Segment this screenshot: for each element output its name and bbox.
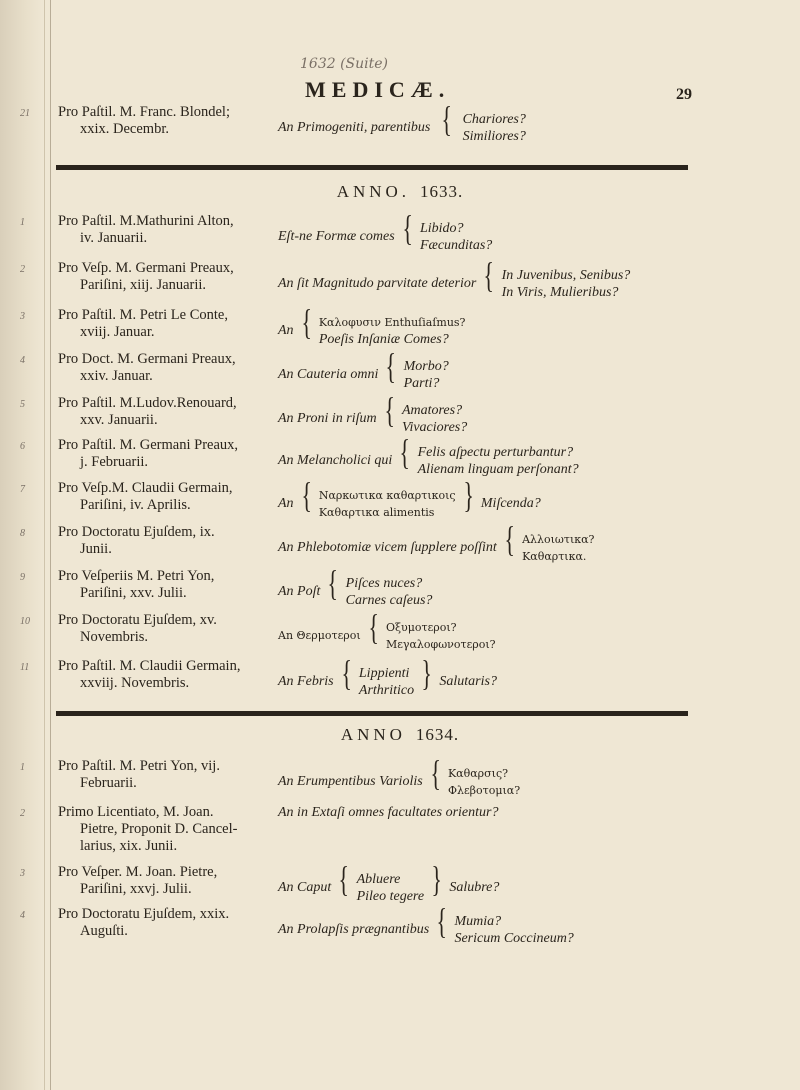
- entry-line: Pro Paſtil. M.Mathurini Alton,: [58, 213, 234, 229]
- brace-symbol: {: [338, 859, 350, 899]
- question-text: An Θερμοτεροι: [278, 629, 361, 642]
- entry-left: [58, 437, 263, 471]
- margin-rule: [50, 0, 51, 1090]
- option-list: [359, 665, 414, 699]
- option-2: Fæcunditas?: [419, 237, 493, 253]
- margin-number: 4: [20, 910, 25, 921]
- entry-left: [58, 104, 263, 138]
- option-1: Amatores?: [401, 402, 463, 418]
- option-1: Morbo?: [403, 358, 449, 374]
- entry-left: [58, 213, 263, 247]
- option-list: [319, 314, 466, 348]
- option-1: Lippienti: [358, 665, 410, 681]
- margin-number: 2: [20, 264, 25, 275]
- option-1: Felis aſpectu perturbantur?: [417, 444, 574, 460]
- entry-left: [58, 612, 263, 646]
- option-1: In Juvenibus, Senibus?: [501, 267, 631, 283]
- option-1: Ναρκωτικα καθαρτικοις: [318, 488, 456, 502]
- option-list: [402, 402, 467, 436]
- entry-line: Pro Paſtil. M. Franc. Blondel;: [58, 104, 230, 120]
- option-1: Mumia?: [454, 913, 502, 929]
- option-1: Chariores?: [462, 111, 526, 127]
- entry-question: [278, 607, 718, 653]
- question-text: An Primogeniti, parentibus: [278, 120, 431, 135]
- section-rule: [56, 711, 688, 716]
- brace-symbol: {: [327, 563, 339, 603]
- question-text: An in Extaſi omnes facultates orientur?: [278, 805, 499, 820]
- entry-line: Pro Veſp. M. Germani Preaux,: [58, 260, 234, 276]
- option-2: Poeſis Inſaniæ Comes?: [318, 331, 449, 347]
- question-text: An Prolapſis prægnantibus: [278, 922, 430, 937]
- option-1: Καθαρσις?: [447, 766, 508, 780]
- binding-shadow: [0, 0, 45, 1090]
- entry-question: [278, 519, 718, 565]
- entry-left: [58, 568, 263, 602]
- option-2: Arthritico: [358, 682, 415, 698]
- option-1: Αλλοιωτικα?: [522, 532, 595, 546]
- option-2: Φλεβοτομια?: [447, 783, 521, 797]
- entry-line: Pro Veſperiis M. Petri Yon,: [58, 568, 215, 584]
- entry-line: xxv. Januarii.: [80, 412, 158, 428]
- year-label: ANNO.: [336, 182, 411, 201]
- margin-number: 8: [20, 528, 25, 539]
- margin-number: 3: [20, 311, 25, 322]
- entry-line: Pro Veſper. M. Joan. Pietre,: [58, 864, 218, 880]
- brace-symbol: {: [384, 390, 395, 430]
- question-text: An Phlebotomiæ vicem ſupplere poſſint: [278, 540, 497, 555]
- page-title: MEDICÆ.: [305, 77, 451, 102]
- margin-number: 4: [20, 355, 25, 366]
- entry-left: [58, 658, 263, 692]
- option-list: [346, 575, 433, 609]
- margin-number: 1: [20, 217, 25, 228]
- option-list: [454, 913, 573, 947]
- entry-line: j. Februarii.: [80, 454, 149, 470]
- option-list: [448, 765, 520, 799]
- entry-question: [278, 255, 718, 301]
- entry-line: Primo Licentiato, M. Joan.: [58, 804, 214, 820]
- margin-number: 5: [20, 399, 25, 410]
- entry-line: Pro Doct. M. Germani Preaux,: [58, 351, 236, 367]
- entry-question: [278, 901, 718, 947]
- conclusion-text: Salutaris?: [439, 674, 497, 689]
- entry-line: Pro Veſp.M. Claudii Germain,: [58, 480, 233, 496]
- entry-line: Pietre, Proponit D. Cancel-: [80, 821, 238, 837]
- question-text: An Melancholici qui: [278, 453, 393, 468]
- year-number: 1633.: [420, 182, 464, 201]
- brace-symbol: {: [430, 753, 441, 793]
- entry-line: Pro Paſtil. M. Petri Yon, vij.: [58, 758, 220, 774]
- entry-left: [58, 307, 263, 341]
- year-heading: [0, 182, 800, 202]
- brace-symbol: {: [483, 255, 495, 295]
- question-text: An Erumpentibus Variolis: [278, 774, 423, 789]
- entry-line: Pariſini, iv. Aprilis.: [80, 497, 191, 513]
- option-list: [404, 358, 449, 392]
- option-2: Μεγαλοφωνοτεροι?: [385, 637, 496, 651]
- question-text: An Cauteria omni: [278, 367, 379, 382]
- brace-symbol: {: [301, 302, 312, 342]
- question-text: An: [278, 496, 294, 511]
- entry-left: [58, 758, 263, 792]
- option-1: Abluere: [356, 871, 401, 887]
- entry-left: [58, 480, 263, 514]
- option-list: [522, 531, 594, 565]
- entry-line: Pro Paſtil. M.Ludov.Renouard,: [58, 395, 237, 411]
- brace-symbol: {: [402, 208, 413, 248]
- question-text: An Proni in riſum: [278, 411, 377, 426]
- conclusion-text: Miſcenda?: [480, 496, 541, 511]
- entry-left: [58, 260, 263, 294]
- year-label: ANNO: [340, 725, 406, 744]
- entry-question: [278, 804, 718, 821]
- entry-question: [278, 390, 718, 436]
- entry-line: Junii.: [80, 541, 112, 557]
- year-heading: [0, 725, 800, 745]
- option-list: [502, 267, 631, 301]
- margin-number: 2: [20, 808, 25, 819]
- entry-left: [58, 524, 263, 558]
- entry-question: [278, 302, 718, 348]
- question-text: An Caput: [278, 880, 332, 895]
- entry-line: Pariſini, xiij. Januarii.: [80, 277, 207, 293]
- conclusion-text: Salubre?: [449, 880, 500, 895]
- option-list: [418, 444, 579, 478]
- entry-line: Auguſti.: [80, 923, 128, 939]
- entry-line: Pro Doctoratu Ejuſdem, xv.: [58, 612, 217, 628]
- entry-line: Pro Paſtil. M. Germani Preaux,: [58, 437, 239, 453]
- brace-symbol: }: [431, 859, 442, 899]
- entry-line: Pro Paſtil. M. Claudii Germain,: [58, 658, 241, 674]
- option-1: Piſces nuces?: [345, 575, 423, 591]
- question-text: An: [278, 323, 294, 338]
- margin-number: 21: [20, 108, 30, 119]
- page-number: 29: [676, 86, 692, 103]
- brace-symbol: {: [341, 653, 352, 693]
- brace-symbol: {: [436, 901, 447, 941]
- option-2: Parti?: [403, 375, 440, 391]
- entry-question: [278, 753, 718, 799]
- option-list: [357, 871, 425, 905]
- margin-number: 6: [20, 441, 25, 452]
- entry-line: Pariſini, xxvj. Julii.: [80, 881, 192, 897]
- margin-number: 10: [20, 616, 30, 627]
- option-2: In Viris, Mulieribus?: [501, 284, 619, 300]
- entry-line: xxiv. Januar.: [80, 368, 153, 384]
- option-list: [420, 220, 492, 254]
- entry-left: [58, 906, 263, 940]
- entry-left: [58, 804, 263, 855]
- entry-question: An Primogeniti, parentibus { Chariores? Similiores?: [278, 99, 526, 144]
- option-2: Pileo tegere: [356, 888, 425, 904]
- entry-left: [58, 864, 263, 898]
- margin-number: 3: [20, 868, 25, 879]
- brace-symbol: {: [399, 432, 411, 472]
- option-2: Similiores?: [462, 128, 526, 144]
- year-number: 1634.: [415, 725, 460, 744]
- entry-line: Februarii.: [80, 775, 137, 791]
- entry-left: [58, 351, 263, 385]
- brace-symbol: {: [385, 346, 397, 386]
- brace-symbol: {: [368, 607, 379, 647]
- entry-line: Pro Doctoratu Ejuſdem, xxix.: [58, 906, 230, 922]
- brace-symbol: }: [421, 653, 432, 693]
- entry-question: [278, 475, 718, 521]
- question-text: Eſt-ne Formæ comes: [278, 229, 395, 244]
- entry-line: Pariſini, xxv. Julii.: [80, 585, 187, 601]
- question-text: An Febris: [278, 674, 334, 689]
- entry-line: xxviij. Novembris.: [80, 675, 190, 691]
- option-2: Καθαρτικα alimentis: [318, 505, 435, 519]
- handwritten-note: 1632 (Suite): [300, 56, 388, 72]
- margin-number: 9: [20, 572, 25, 583]
- section-rule: [56, 165, 688, 170]
- entry-line: Novembris.: [80, 629, 149, 645]
- entry-line: xxix. Decembr.: [80, 121, 169, 137]
- option-list: [319, 487, 456, 521]
- entry-left: [58, 395, 263, 429]
- brace-symbol: {: [301, 475, 312, 515]
- option-list: [386, 619, 496, 653]
- entry-question: [278, 859, 718, 905]
- option-1: Libido?: [419, 220, 464, 236]
- entry-line: iv. Januarii.: [80, 230, 148, 246]
- brace-symbol: }: [463, 475, 474, 515]
- entry-question: [278, 563, 718, 609]
- option-2: Alienam linguam perſonant?: [417, 461, 579, 477]
- option-2: Sericum Coccineum?: [454, 930, 574, 946]
- margin-number: 1: [20, 762, 25, 773]
- question-text: An Poſt: [278, 584, 321, 599]
- entry-question: [278, 208, 718, 254]
- option-2: Vivaciores?: [401, 419, 468, 435]
- option-1: Καλοφυσιν Enthuſiaſmus?: [318, 315, 466, 329]
- brace-symbol: {: [504, 519, 515, 559]
- option-2: Carnes caſeus?: [345, 592, 433, 608]
- entry-question: [278, 346, 718, 392]
- entry-question: [278, 432, 718, 478]
- option-2: Καθαρτικα.: [522, 549, 587, 563]
- entry-question: [278, 653, 718, 699]
- entry-line: Pro Doctoratu Ejuſdem, ix.: [58, 524, 215, 540]
- option-1: Οξυμοτεροι?: [385, 620, 457, 634]
- margin-number: 11: [20, 662, 30, 673]
- margin-number: 7: [20, 484, 25, 495]
- entry-line: Pro Paſtil. M. Petri Le Conte,: [58, 307, 228, 323]
- entry-line: xviij. Januar.: [80, 324, 155, 340]
- entry-line: larius, xix. Junii.: [80, 838, 178, 854]
- question-text: An ſit Magnitudo parvitate deterior: [278, 276, 477, 291]
